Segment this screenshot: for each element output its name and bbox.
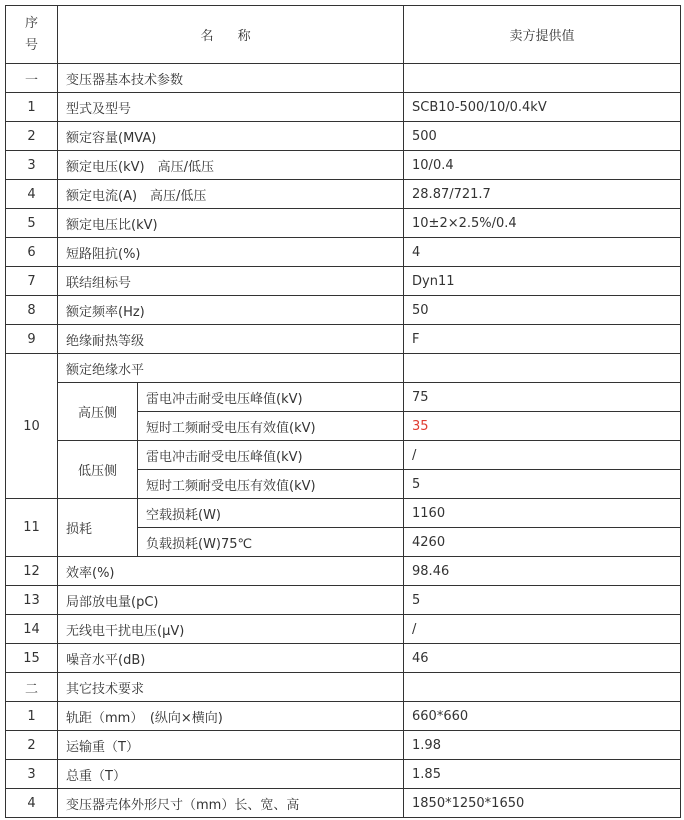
- row-name: 效率(%): [58, 557, 404, 586]
- row-name: 变压器壳体外形尺寸（mm）长、宽、高: [58, 789, 404, 818]
- table-row: [6, 209, 681, 238]
- row-name: 噪音水平(dB): [58, 644, 404, 673]
- header-name: 名 称: [58, 6, 404, 64]
- row-value: 46: [404, 644, 681, 673]
- row-name: 运输重（T）: [58, 731, 404, 760]
- section-no: 一: [6, 64, 58, 93]
- row-name: 额定电流(A) 高压/低压: [58, 180, 404, 209]
- row-no: 4: [6, 180, 58, 209]
- insulation-title-row: [6, 354, 681, 383]
- row-value: 1850*1250*1650: [404, 789, 681, 818]
- row-name: 空载损耗(W): [138, 499, 404, 528]
- row-no: 14: [6, 615, 58, 644]
- section-title: 变压器基本技术参数: [58, 64, 404, 93]
- table-row: [6, 151, 681, 180]
- row-no: 2: [6, 122, 58, 151]
- table-row: [6, 267, 681, 296]
- row-value: /: [404, 441, 681, 470]
- table-row: [6, 586, 681, 615]
- table-row: [6, 702, 681, 731]
- table-row: [6, 93, 681, 122]
- row-value-highlight: 35: [404, 412, 681, 441]
- table-row: [6, 644, 681, 673]
- table-row: [6, 122, 681, 151]
- row-no: 10: [6, 354, 58, 499]
- row-value: [404, 354, 681, 383]
- row-name: 雷电冲击耐受电压峰值(kV): [138, 383, 404, 412]
- header-no: [6, 6, 58, 64]
- section-no: 二: [6, 673, 58, 702]
- row-name: 绝缘耐热等级: [58, 325, 404, 354]
- section-value: [404, 673, 681, 702]
- row-name: 联结组标号: [58, 267, 404, 296]
- table-row: [6, 383, 681, 412]
- row-name: 短时工频耐受电压有效值(kV): [138, 412, 404, 441]
- row-no: 5: [6, 209, 58, 238]
- row-name: 局部放电量(pC): [58, 586, 404, 615]
- row-no: 4: [6, 789, 58, 818]
- row-no: 11: [6, 499, 58, 557]
- row-value: 4: [404, 238, 681, 267]
- row-no: 15: [6, 644, 58, 673]
- table-row: [6, 499, 681, 528]
- row-value: Dyn11: [404, 267, 681, 296]
- row-value: 500: [404, 122, 681, 151]
- spec-table: [5, 5, 681, 818]
- high-voltage-label: 高压侧: [58, 383, 138, 441]
- row-name: 额定电压比(kV): [58, 209, 404, 238]
- low-voltage-label: 低压侧: [58, 441, 138, 499]
- row-name: 轨距（mm） (纵向×横向): [58, 702, 404, 731]
- row-value: 28.87/721.7: [404, 180, 681, 209]
- row-no: 3: [6, 760, 58, 789]
- table-row: [6, 615, 681, 644]
- header-value: 卖方提供值: [404, 6, 681, 64]
- row-value: SCB10-500/10/0.4kV: [404, 93, 681, 122]
- row-no: 13: [6, 586, 58, 615]
- row-no: 6: [6, 238, 58, 267]
- row-name: 额定频率(Hz): [58, 296, 404, 325]
- row-value: 5: [404, 470, 681, 499]
- row-value: 1.85: [404, 760, 681, 789]
- row-no: 1: [6, 702, 58, 731]
- row-value: 10±2×2.5%/0.4: [404, 209, 681, 238]
- table-row: [6, 238, 681, 267]
- table-row: [6, 789, 681, 818]
- row-name: 额定电压(kV) 高压/低压: [58, 151, 404, 180]
- section-value: [404, 64, 681, 93]
- table-row: [6, 325, 681, 354]
- row-name: 型式及型号: [58, 93, 404, 122]
- row-no: 1: [6, 93, 58, 122]
- row-value: 50: [404, 296, 681, 325]
- table-row: [6, 731, 681, 760]
- table-row: [6, 760, 681, 789]
- row-name: 无线电干扰电压(μV): [58, 615, 404, 644]
- table-row: [6, 441, 681, 470]
- row-name: 总重（T）: [58, 760, 404, 789]
- section-row: [6, 64, 681, 93]
- row-no: 9: [6, 325, 58, 354]
- row-value: 75: [404, 383, 681, 412]
- row-value: /: [404, 615, 681, 644]
- row-name: 短时工频耐受电压有效值(kV): [138, 470, 404, 499]
- row-value: 1160: [404, 499, 681, 528]
- row-no: 2: [6, 731, 58, 760]
- row-value: 10/0.4: [404, 151, 681, 180]
- row-value: 5: [404, 586, 681, 615]
- table-row: [6, 180, 681, 209]
- header-no-line1: 序: [24, 15, 38, 31]
- row-value: 4260: [404, 528, 681, 557]
- row-value: 660*660: [404, 702, 681, 731]
- header-no-line2: 号: [24, 37, 38, 53]
- row-value: 1.98: [404, 731, 681, 760]
- row-name: 额定容量(MVA): [58, 122, 404, 151]
- row-no: 12: [6, 557, 58, 586]
- loss-label: 损耗: [58, 499, 138, 557]
- row-no: 3: [6, 151, 58, 180]
- row-name: 雷电冲击耐受电压峰值(kV): [138, 441, 404, 470]
- row-name: 负载损耗(W)75℃: [138, 528, 404, 557]
- row-name: 短路阻抗(%): [58, 238, 404, 267]
- table-row: [6, 296, 681, 325]
- table-row: [6, 557, 681, 586]
- header-row: [6, 6, 681, 64]
- insulation-title: 额定绝缘水平: [58, 354, 404, 383]
- row-value: F: [404, 325, 681, 354]
- row-no: 8: [6, 296, 58, 325]
- row-value: 98.46: [404, 557, 681, 586]
- row-no: 7: [6, 267, 58, 296]
- section-row: [6, 673, 681, 702]
- section-title: 其它技术要求: [58, 673, 404, 702]
